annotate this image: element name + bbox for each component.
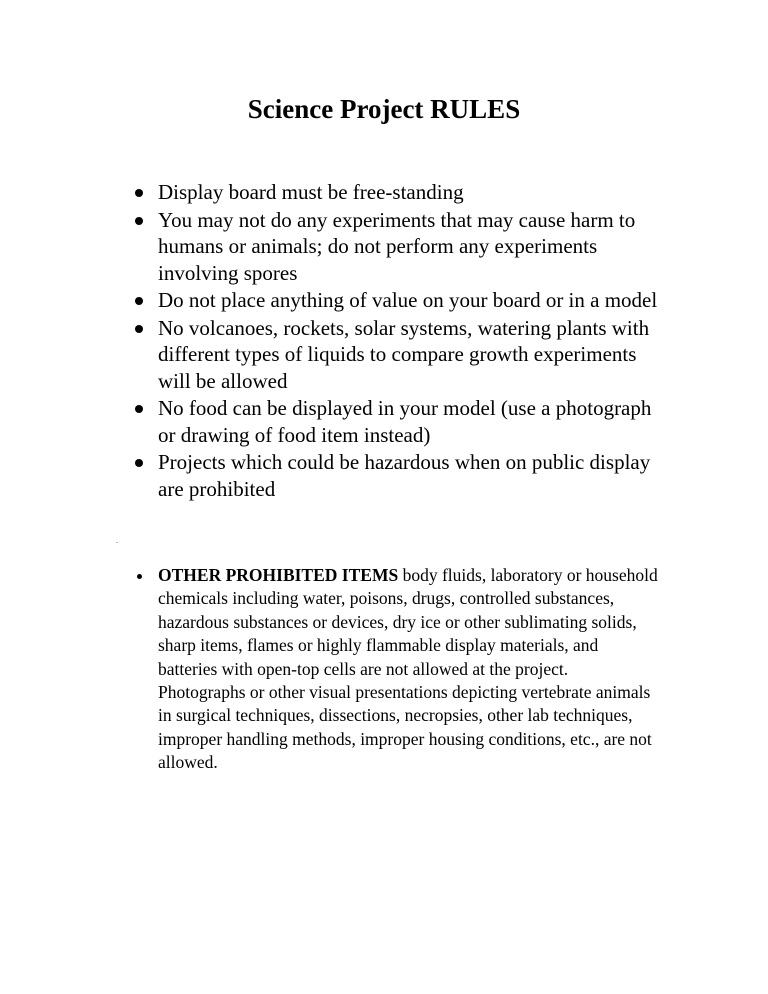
stray-mark: - <box>116 540 118 546</box>
page-title: Science Project RULES <box>247 94 521 124</box>
rule-text: Display board must be free-standing <box>158 180 464 204</box>
prohibited-items-paragraph <box>158 564 658 775</box>
prohibited-heading: OTHER PROHIBITED ITEMS <box>158 565 399 585</box>
rule-text: Do not place anything of value on your board or in a model <box>158 288 658 312</box>
bullet-icon <box>135 325 143 333</box>
rule-text: Projects which could be hazardous when on public display are prohibited <box>158 450 651 501</box>
rule-text: No food can be displayed in your model (use a photograph or drawing of food item instead) <box>158 396 652 447</box>
bullet-icon <box>135 405 143 413</box>
list-item <box>158 287 658 314</box>
prohibited-text: body fluids, laboratory or household chemicals including water, poisons, drugs, controlled substances, hazardous substances or devices, dry ice or other sublimating solids, sharp items, flames or highly flammable display materials, and batteries with open-top cells are not allowed at the project. Photographs or other visual presentations depicting vertebrate animals in surgical techniques, dissections, necropsies, other lab techniques, improper handling methods, improper housing conditions, etc., are not allowed. <box>158 565 658 773</box>
list-item <box>158 449 658 502</box>
bullet-icon <box>135 297 143 305</box>
list-item <box>158 315 658 395</box>
bullet-icon <box>135 459 143 467</box>
bullet-icon <box>137 574 142 579</box>
bullet-icon <box>135 189 143 197</box>
rule-text: You may not do any experiments that may cause harm to humans or animals; do not perform any experiments involving spores <box>158 207 636 285</box>
bullet-icon <box>135 217 143 225</box>
list-item <box>158 395 658 448</box>
rules-list <box>158 179 658 503</box>
rule-text: No volcanoes, rockets, solar systems, watering plants with different types of liquids to compare growth experiments will be allowed <box>158 315 650 393</box>
list-item <box>158 207 658 287</box>
list-item <box>158 179 658 206</box>
